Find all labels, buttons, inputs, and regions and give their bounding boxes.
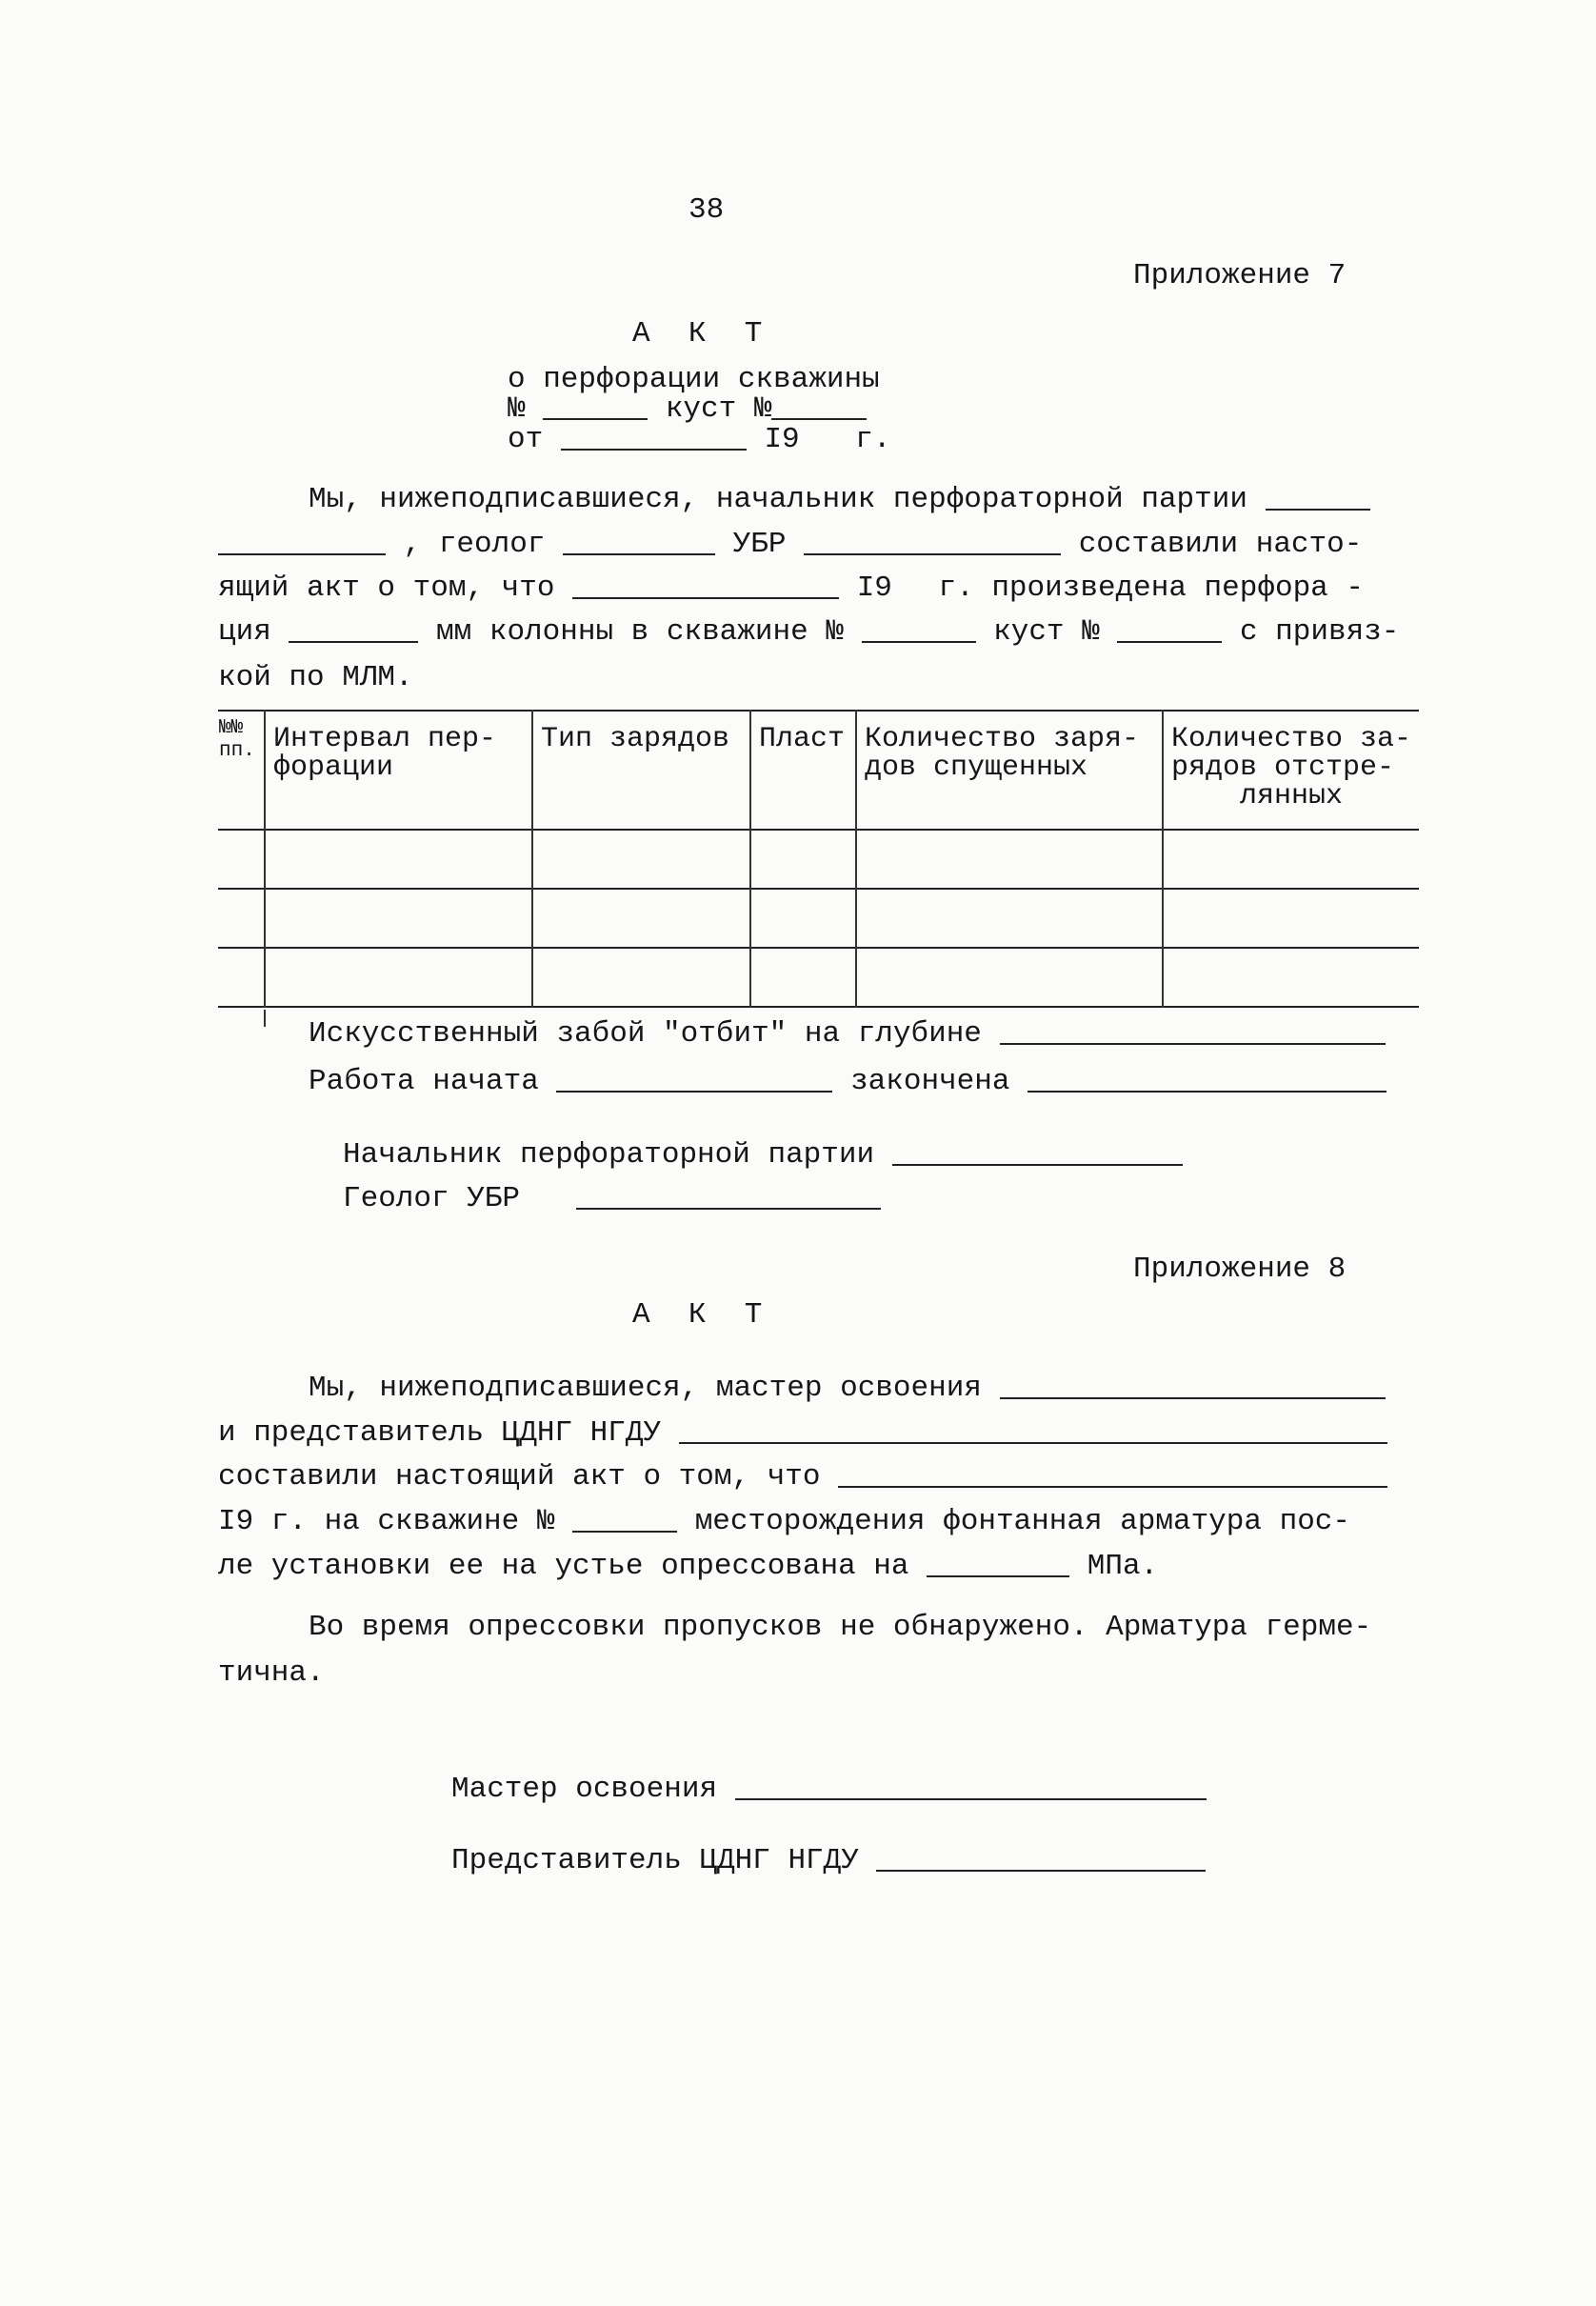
casing-diameter-blank	[289, 618, 418, 643]
signature-blank	[735, 1775, 1207, 1800]
header-line: рядов отстре-	[1171, 752, 1395, 784]
act-8-body-line-2	[218, 1417, 1387, 1450]
header-line: №№	[219, 717, 244, 739]
table-row	[218, 948, 1419, 1007]
header-perforation-interval	[265, 711, 532, 830]
signature-blank	[876, 1847, 1206, 1872]
body-text: ящий акт о том, что	[218, 571, 555, 605]
master-name-blank	[1000, 1374, 1386, 1399]
perforation-date-blank	[572, 574, 839, 599]
act-7-body-line-2	[218, 529, 1362, 561]
act-7-body-line-1	[309, 484, 1370, 516]
body-text: с привяз-	[1239, 615, 1400, 649]
table-cell	[265, 889, 532, 948]
header-row-number	[218, 711, 265, 830]
act-8-body-line-5	[218, 1551, 1158, 1583]
table-cell	[750, 948, 856, 1007]
representative-name-blank	[679, 1419, 1387, 1444]
body-text: Мы, нижеподписавшиеся, начальник перфораторной партии	[309, 483, 1247, 516]
work-started-blank	[556, 1068, 832, 1093]
appendix-8-label: Приложение 8	[1133, 1253, 1347, 1286]
table-row	[218, 830, 1419, 889]
table-cell	[218, 948, 265, 1007]
table-cell	[750, 889, 856, 948]
header-line: Количество заря-	[865, 723, 1140, 755]
signature-label: Геолог УБР	[343, 1182, 521, 1215]
body-text: Мы, нижеподписавшиеся, мастер освоения	[309, 1372, 982, 1405]
perforation-table	[218, 710, 1419, 1008]
year-suffix: г.	[855, 423, 891, 456]
signature-master-line	[451, 1774, 1207, 1806]
table-cell	[532, 830, 750, 889]
table-cell	[856, 948, 1163, 1007]
table-cell	[1163, 948, 1419, 1007]
body-text: месторождения фонтанная арматура пос-	[694, 1505, 1350, 1538]
table-cell	[856, 830, 1163, 889]
header-line: дов спущенных	[865, 752, 1088, 784]
act-7-body-line-4	[218, 616, 1399, 649]
table-cell	[532, 889, 750, 948]
signature-label: Мастер освоения	[451, 1773, 718, 1806]
work-started-label: Работа начата	[309, 1065, 539, 1098]
act-7-subtitle: о перфорации скважины	[508, 363, 880, 396]
table-cell	[265, 830, 532, 889]
test-date-blank	[838, 1463, 1387, 1488]
signature-blank	[576, 1185, 881, 1210]
work-finished-blank	[1027, 1068, 1387, 1093]
table-cell	[1163, 889, 1419, 948]
table-cell	[532, 948, 750, 1007]
geologist-name-blank	[563, 531, 715, 555]
act-date-line	[508, 424, 890, 456]
body-text: мм колонны в скважине №	[436, 615, 844, 649]
body-text: МПа.	[1087, 1550, 1159, 1583]
header-charges-lowered	[856, 711, 1163, 830]
work-finished-label: закончена	[850, 1065, 1010, 1098]
table-cell	[218, 830, 265, 889]
table-cell	[856, 889, 1163, 948]
act-8-note-line-1: Во время опрессовки пропусков не обнаружено. Арматура герме-	[309, 1611, 1372, 1644]
act-8-body-line-1	[309, 1373, 1386, 1405]
table-cell	[750, 830, 856, 889]
body-text: I9 г. на скважине №	[218, 1505, 555, 1538]
chief-name-blank	[1266, 486, 1370, 511]
body-text: УБР	[732, 528, 787, 561]
table-cell	[1163, 830, 1419, 889]
signature-blank	[892, 1141, 1183, 1166]
date-blank	[561, 426, 747, 451]
table-row	[218, 889, 1419, 948]
body-text: и представитель ЦДНГ НГДУ	[218, 1416, 662, 1450]
act-7-body-line-3	[218, 572, 1364, 605]
header-line: Тип зарядов	[541, 723, 730, 755]
table-tick-mark	[264, 1010, 266, 1027]
page-number: 38	[688, 193, 725, 227]
table-cell	[265, 948, 532, 1007]
appendix-7-label: Приложение 7	[1133, 259, 1347, 292]
body-text: составили настоящий акт о том, что	[218, 1460, 821, 1494]
body-text: ция	[218, 615, 271, 649]
well-number-blank	[543, 395, 648, 420]
signature-label: Представитель ЦДНГ НГДУ	[451, 1844, 859, 1877]
chief-name-blank-cont	[218, 531, 386, 555]
act-8-note-line-2: тична.	[218, 1656, 325, 1690]
pressure-blank	[927, 1553, 1069, 1577]
year-prefix: I9	[764, 423, 800, 456]
depth-label: Искусственный забой "отбит" на глубине	[309, 1017, 982, 1051]
work-period-line	[309, 1066, 1387, 1098]
header-line: форации	[273, 752, 394, 784]
act-8-body-line-3	[218, 1461, 1387, 1494]
body-text: куст №	[993, 615, 1100, 649]
table-cell	[218, 889, 265, 948]
header-layer	[750, 711, 856, 830]
act-8-body-line-4	[218, 1506, 1350, 1538]
body-text: составили насто-	[1078, 528, 1363, 561]
depth-blank	[1000, 1020, 1386, 1045]
act-7-title: А К Т	[632, 317, 763, 351]
header-line: Количество за-	[1171, 723, 1412, 755]
signature-chief-line	[343, 1139, 1183, 1172]
body-text: ле установки ее на устье опрессована на	[218, 1550, 909, 1583]
header-line: лянных	[1239, 780, 1344, 812]
ubr-name-blank	[804, 531, 1061, 555]
signature-representative-line	[451, 1845, 1206, 1877]
header-charge-type	[532, 711, 750, 830]
pad-number-label: куст №	[665, 392, 772, 426]
pad-number-blank-2	[1117, 618, 1222, 643]
pad-number-blank	[771, 395, 867, 420]
well-number-blank-2	[862, 618, 976, 643]
well-number-line	[508, 393, 867, 426]
header-charges-fired	[1163, 711, 1419, 830]
header-line: пп.	[219, 740, 255, 762]
act-8-title: А К Т	[632, 1298, 763, 1332]
body-text: , геолог	[403, 528, 546, 561]
body-text: г. произведена перфора -	[938, 571, 1364, 605]
date-prefix: от	[508, 423, 544, 456]
table-header-row	[218, 711, 1419, 830]
body-text: I9	[856, 571, 892, 605]
signature-geologist-line	[343, 1183, 881, 1215]
well-number-label: №	[508, 392, 526, 426]
header-line: Пласт	[759, 723, 846, 755]
header-line: Интервал пер-	[273, 723, 497, 755]
artificial-bottom-line	[309, 1018, 1386, 1051]
signature-label: Начальник перфораторной партии	[343, 1138, 875, 1172]
well-number-blank-3	[572, 1508, 677, 1533]
act-7-body-line-5: кой по МЛМ.	[218, 661, 413, 694]
